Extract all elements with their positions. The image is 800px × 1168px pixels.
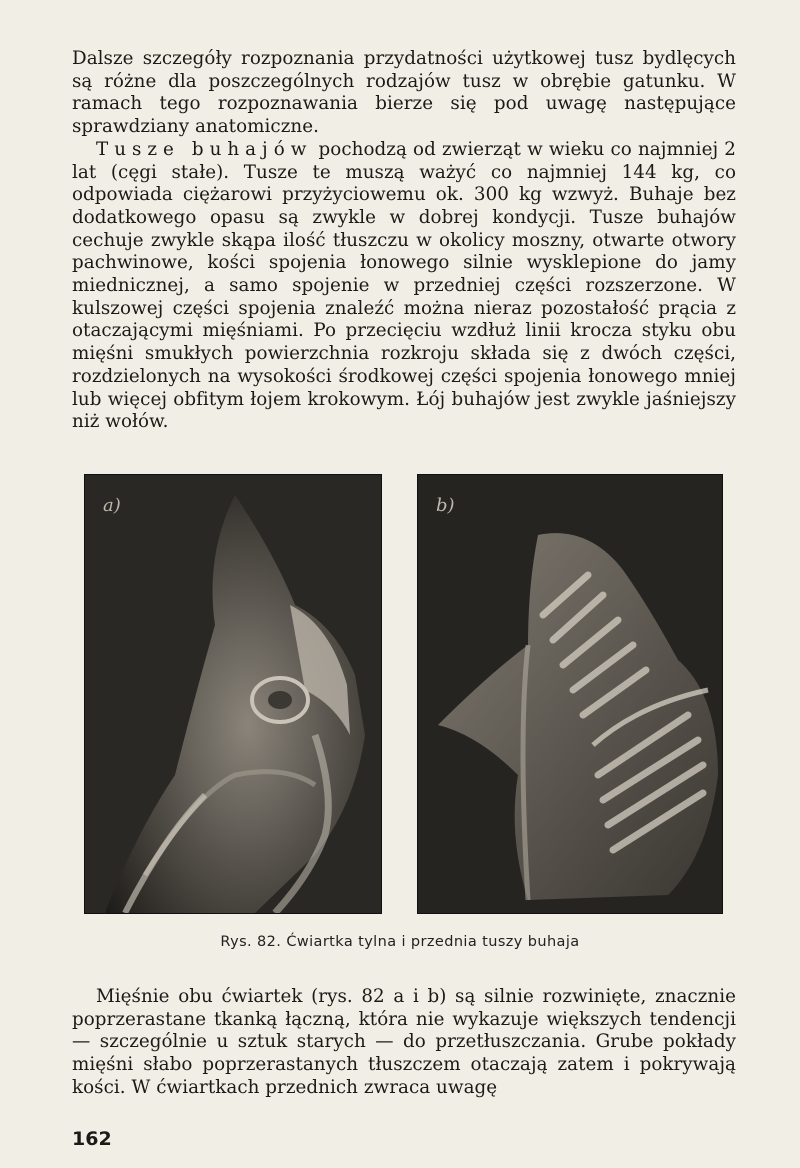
label-a: a) <box>103 495 121 516</box>
spaced-term: Tusze buhajów <box>96 138 313 160</box>
bull-carcass-paragraph <box>72 139 736 434</box>
photo-fore-quarter <box>417 474 723 914</box>
figure-caption: Rys. 82. Ćwiartka tylna i przednia tuszy buhaja <box>220 934 580 950</box>
photo-hind-quarter <box>84 474 382 914</box>
bull-carcass-text: pochodzą od zwierząt w wieku co najmniej 2 lat (cęgi stałe). Tusze te muszą ważyć co najmniej 144 kg, co odpowiada ciężarowi przyżyciowemu ok. 300 kg wzwyż. Buhaje bez dodatkowego opasu są zwykle w dobrej kondycji. Tusze buhajów cechuje zwykle skąpa ilość tłuszczu w okolicy moszny, otwarte otwory pachwinowe, kości spojenia łonowego silnie wysklepione do jamy miednicznej, a samo spojenie w przedniej części rozszerzone. W kulszowej części spojenia znaleźć można nieraz pozostałość prącia z otaczającymi mięśniami. Po przecięciu wzdłuż linii krocza styku obu mięśni smukłych powierzchnia rozkroju składa się z dwóch części, rozdzielonych na wysokości środkowej części spojenia łonowego mniej lub więcej obfitym łojem krokowym. Łój buhajów jest zwykle jaśniejszy niż wołów. <box>72 138 736 433</box>
figure-82 <box>84 474 724 912</box>
label-b: b) <box>436 495 455 516</box>
intro-paragraph: Dalsze szczegóły rozpoznania przydatności użytkowej tusz bydlęcych są różne dla poszczególnych rodzajów tusz w obrębie gatunku. W ramach tego rozpoznawania bierze się pod uwagę następujące sprawdziany anatomiczne. <box>72 48 736 138</box>
hind-quarter-image <box>85 475 381 913</box>
muscles-paragraph: Mięśnie obu ćwiartek (rys. 82 a i b) są silnie rozwinięte, znacznie poprzerastane tkanką łączną, która nie wykazuje większych tendencji — szczególnie u sztuk starych — do przetłuszczania. Grube pokłady mięśni słabo poprzerastanych tłuszczem otaczają zatem i pokrywają kości. W ćwiartkach przednich zwraca uwagę <box>72 986 736 1098</box>
page-number: 162 <box>72 1128 112 1150</box>
bottom-text-block <box>72 986 736 1100</box>
fore-quarter-image <box>418 475 722 913</box>
top-text-block <box>72 48 736 434</box>
